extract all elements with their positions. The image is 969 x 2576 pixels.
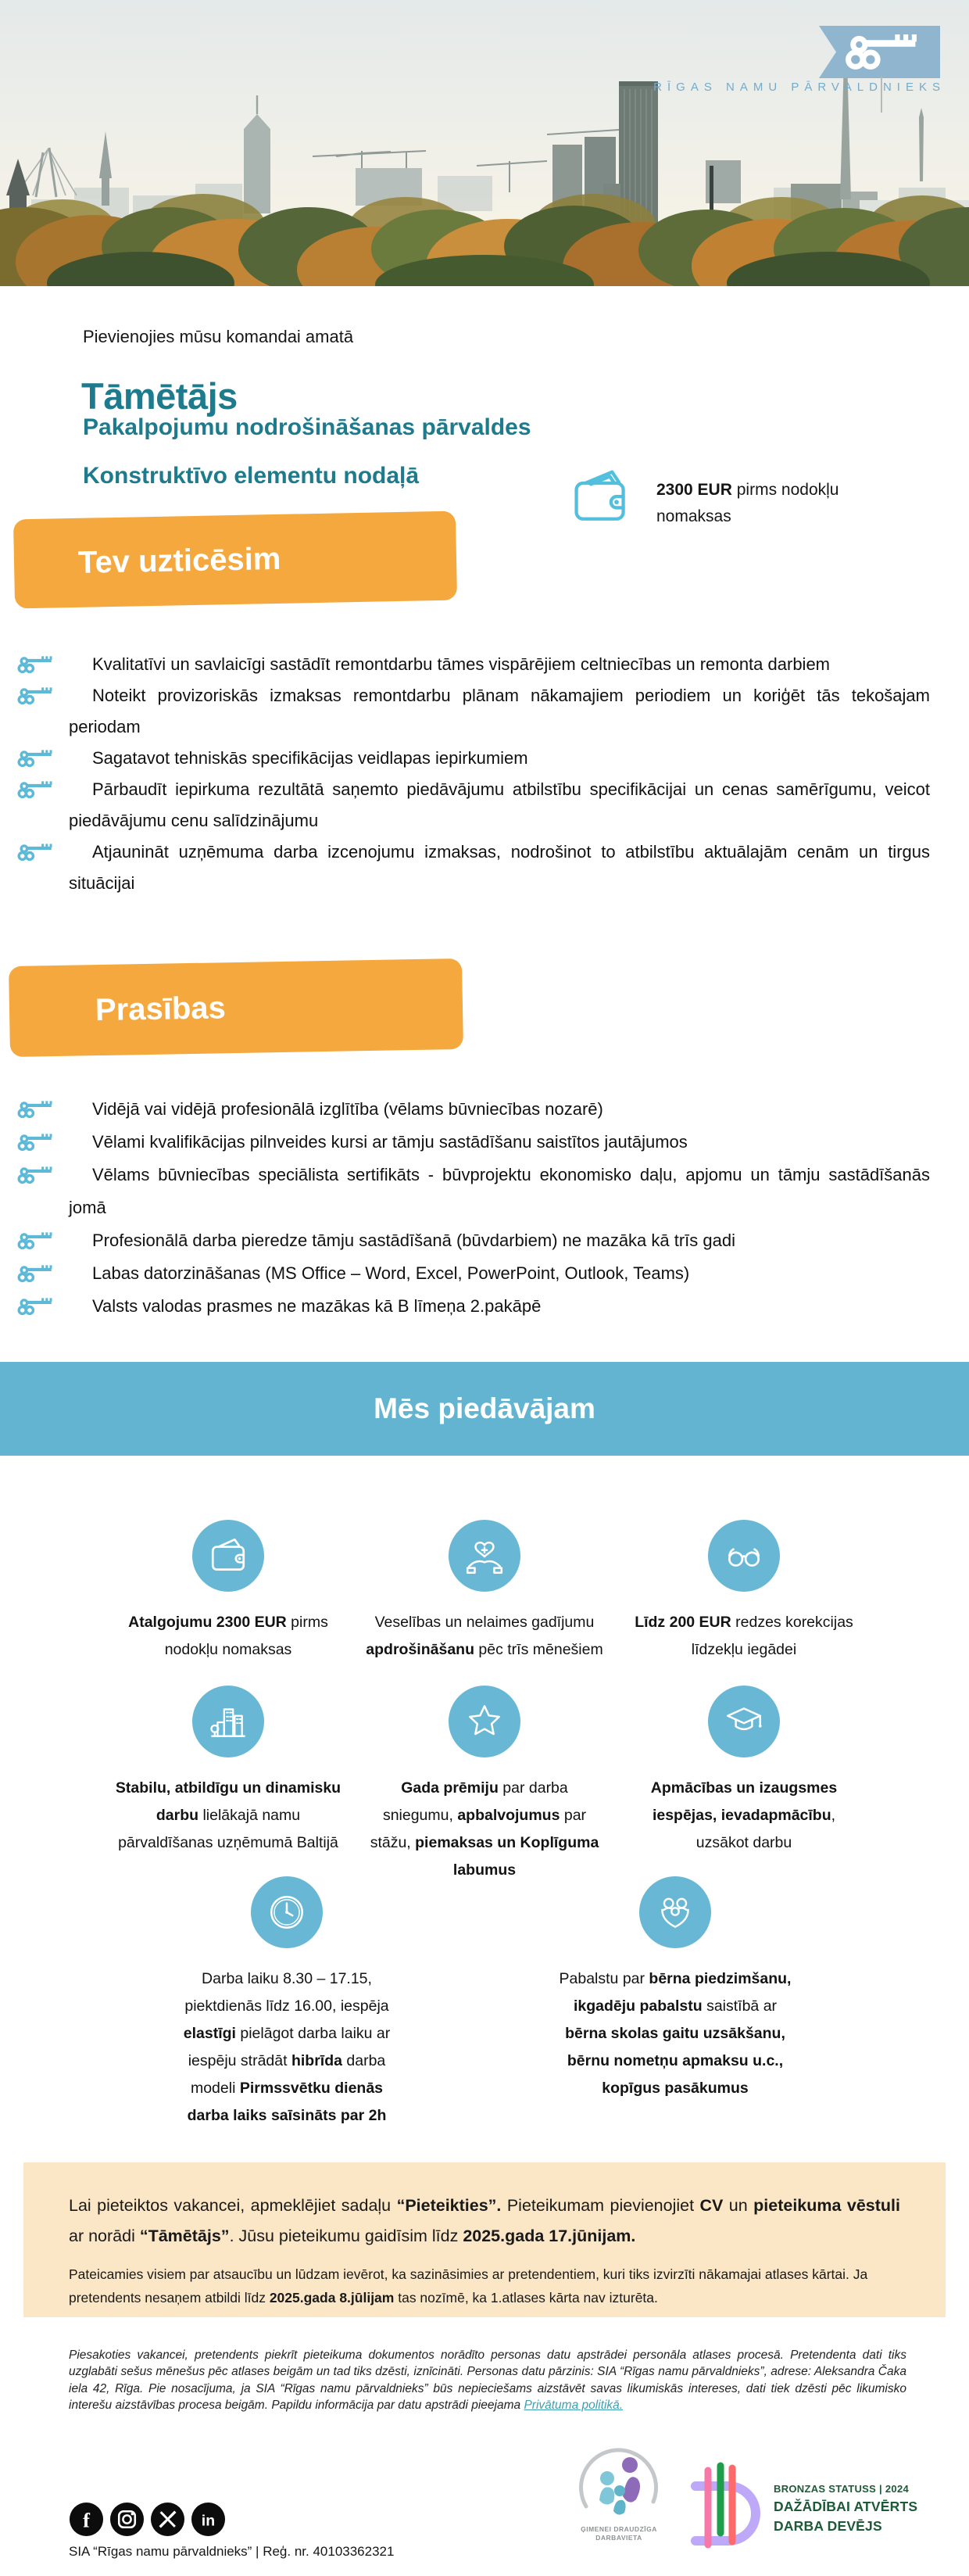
benefit-text: Atalgojumu 2300 EUR pirms nodokļu nomaksas <box>128 1614 328 1658</box>
requirement-item-text: Vēlams būvniecības speciālista sertifikāts - būvprojektu ekonomisko daļu, apjomu un tāmju sastādīšanās jomā <box>69 1165 930 1217</box>
hands-heart-icon <box>449 1520 520 1592</box>
section-title: Prasības <box>95 990 227 1027</box>
join-team-text: Pievienojies mūsu komandai amatā <box>83 327 354 346</box>
wallet-icon <box>192 1520 264 1592</box>
svg-text:in: in <box>201 2512 216 2530</box>
entrust-item-text: Sagatavot tehniskās specifikācijas veidlapas iepirkumiem <box>92 748 528 768</box>
entrust-item <box>17 774 930 837</box>
requirement-item-text: Vēlami kvalifikācijas pilnveides kursi ar tāmju sastādīšanu saistītos jautājumos <box>92 1132 688 1152</box>
glasses-icon <box>708 1520 780 1592</box>
diversity-badge-status: BRONZAS STATUSS | 2024 <box>774 2483 910 2495</box>
job-title: Tāmētājs <box>81 375 238 417</box>
benefit-working-hours <box>168 1876 406 2130</box>
hero-photo <box>0 0 969 286</box>
brand-logo-flag <box>819 26 944 81</box>
entrust-item-text: Atjaunināt uzņēmuma darba izcenojumu izmaksas, nodrošinot to atbilstību aktuālajām cenām un tirgus situācijai <box>69 842 930 893</box>
apply-info-box <box>23 2162 946 2317</box>
entrust-list <box>17 649 930 899</box>
benefit-text: Apmācības un izaugsmes iespējas, ievadapmācību, uzsākot darbu <box>650 1779 838 1851</box>
family-badge-caption-line2: DARBAVIETA <box>595 2534 642 2542</box>
key-icon <box>17 687 53 705</box>
company-registration: SIA “Rīgas namu pārvaldnieks” | Reģ. nr. 40103362321 <box>69 2544 395 2559</box>
entrust-item <box>17 649 930 680</box>
requirement-item-text: Valsts valodas prasmes ne mazākas kā B līmeņa 2.pakāpē <box>92 1296 542 1316</box>
benefit-vision <box>625 1520 863 1664</box>
instagram-icon[interactable] <box>109 2502 145 2537</box>
entrust-item <box>17 743 930 774</box>
x-icon[interactable] <box>150 2502 185 2537</box>
entrust-item <box>17 680 930 743</box>
job-subtitle-line1: Pakalpojumu nodrošināšanas pārvaldes <box>83 414 531 440</box>
entrust-item-text: Pārbaudīt iepirkuma rezultātā saņemto piedāvājumu atbilstību specifikācijai un cenas samērīgumu, veicot piedāvājumu cenu salīdzinājumu <box>69 779 930 830</box>
key-icon <box>17 1166 53 1184</box>
privacy-policy-link[interactable]: Privātuma politikā. <box>524 2399 624 2412</box>
job-subtitle-line2: Konstruktīvo elementu nodaļā <box>83 463 420 489</box>
benefit-family <box>556 1876 794 2102</box>
city-buildings-icon <box>192 1686 264 1757</box>
apply-note: Pateicamies visiem par atsaucību un lūdzam ievērot, ka sazināsimies ar pretendentiem, kuri tiks izvirzīti nākamajai atlases kārtai. Ja pretendents nesaņem atbildi līdz 2025.gada 8.jūlijam tas nozīmē, ka 1.atlases kārta nav izturēta. <box>69 2266 868 2306</box>
benefit-text: Pabalstu par bērna piedzimšanu, ikgadēju pabalstu saistībā ar bērna skolas gaitu uzsākšanu, bērnu nometņu apmaksu u.c., kopīgus pasākumus <box>559 1970 792 2097</box>
privacy-disclaimer: Piesakoties vakancei, pretendents piekrīt pieteikuma dokumentos norādīto personas datu apstrādei personāla atlases procesā. Pretendenta dati tiks uzglabāti sešus mēnešus pēc atlases beigām un tad tiks dzēsti, iznīcināti. Personas datu pārzinis: SIA “Rīgas namu pārvaldnieks”, adrese: Aleksandra Čaka iela 42, Rīga. Pie nosacījuma, ja SIA “Rīgas namu pārvaldnieks” būs nepieciešams aizstāvēt savas likumiskās intereses, dati tiek dzēsti pēc likumisko interešu aizstāvības procesa beigām. Papildu informācija par datu apstrādi pieejama Privātuma politikā. <box>69 2348 906 2412</box>
entrust-item-text: Noteikt provizoriskās izmaksas remontdarbu plānam nākamajiem periodiem un koriģēt tās tekošajam periodam <box>69 686 930 736</box>
requirement-item <box>17 1126 930 1159</box>
key-icon <box>17 1265 53 1283</box>
requirement-item <box>17 1159 930 1224</box>
linkedin-icon[interactable] <box>191 2502 226 2537</box>
key-icon <box>17 1298 53 1316</box>
requirement-item <box>17 1093 930 1126</box>
section-title: Tev uzticēsim <box>77 541 281 580</box>
salary-text: 2300 EUR pirms nodokļu nomaksas <box>656 481 839 525</box>
benefit-training <box>625 1686 863 1857</box>
brand-name: RĪGAS NAMU PĀRVALDNIEKS <box>653 81 946 94</box>
apply-instructions: Lai pieteiktos vakancei, apmeklējiet sadaļu “Pieteikties”. Pieteikumam pievienojiet CV un pieteikuma vēstuli ar norādi “Tāmētājs”. Jūsu pieteikumu gaidīsim līdz 2025.gada 17.jūnijam. <box>69 2196 901 2245</box>
benefit-bonus <box>366 1686 603 1884</box>
diversity-badge-line2: DAŽĀDĪBAI ATVĒRTS <box>774 2499 918 2514</box>
family-badge-caption-line1: ĢIMENEI DRAUDZĪGA <box>581 2525 657 2533</box>
key-icon <box>17 656 53 674</box>
facebook-icon[interactable] <box>69 2502 104 2537</box>
clock-icon <box>251 1876 323 1948</box>
section-banner-entrust <box>13 511 457 609</box>
diversity-badge-icon <box>688 2460 766 2552</box>
key-icon <box>17 781 53 799</box>
benefit-text: Stabilu, atbildīgu un dinamisku darbu lielākajā namu pārvaldīšanas uzņēmumā Baltijā <box>115 1779 341 1851</box>
entrust-item <box>17 837 930 899</box>
key-icon <box>17 1101 53 1119</box>
requirement-item <box>17 1224 930 1257</box>
requirement-item-text: Vidējā vai vidējā profesionālā izglītība (vēlams būvniecības nozarē) <box>92 1099 603 1119</box>
family-friendly-badge <box>575 2438 663 2542</box>
wallet-icon <box>567 468 635 530</box>
key-icon <box>17 844 53 862</box>
entrust-item-text: Kvalitatīvi un savlaicīgi sastādīt remontdarbu tāmes vispārējiem celtniecības un remonta darbiem <box>92 654 831 674</box>
benefit-stability <box>109 1686 347 1857</box>
social-links <box>69 2502 226 2537</box>
diversity-badge-line3: DARBA DEVĒJS <box>774 2518 882 2534</box>
graduation-cap-icon <box>708 1686 780 1757</box>
benefit-insurance <box>366 1520 603 1664</box>
benefit-text: Līdz 200 EUR redzes korekcijas līdzekļu iegādei <box>635 1614 853 1658</box>
section-banner-requirements <box>9 958 463 1057</box>
requirement-item-text: Labas datorzināšanas (MS Office – Word, Excel, PowerPoint, Outlook, Teams) <box>92 1263 690 1283</box>
benefit-salary <box>109 1520 347 1664</box>
svg-text:f: f <box>83 2508 90 2532</box>
key-icon <box>17 1232 53 1250</box>
key-icon <box>17 1134 53 1152</box>
requirement-item <box>17 1257 930 1290</box>
requirement-item <box>17 1290 930 1323</box>
requirement-item-text: Profesionālā darba pieredze tāmju sastādīšanā (būvdarbiem) ne mazāka kā trīs gadi <box>92 1231 736 1250</box>
benefit-text: Gada prēmiju par darba sniegumu, apbalvojumus par stāžu, piemaksas un Koplīguma labumus <box>370 1779 599 1879</box>
diversity-badge-text <box>774 2483 917 2535</box>
section-banner-offer <box>0 1362 969 1456</box>
benefit-text: Darba laiku 8.30 – 17.15, piektdienās līdz 16.00, iespēja elastīgi pielāgot darba laiku ar iespēju strādāt hibrīda darba modeli Pirmssvētku dienās darba laiks saīsināts par 2h <box>183 1970 391 2124</box>
benefit-text: Veselības un nelaimes gadījumu apdrošināšanu pēc trīs mēnešiem <box>366 1614 603 1658</box>
section-title: Mēs piedāvājam <box>374 1392 595 1424</box>
key-icon <box>17 750 53 768</box>
requirements-list <box>17 1093 930 1323</box>
family-umbrella-icon <box>575 2438 663 2525</box>
star-icon <box>449 1686 520 1757</box>
family-heart-icon <box>639 1876 711 1948</box>
